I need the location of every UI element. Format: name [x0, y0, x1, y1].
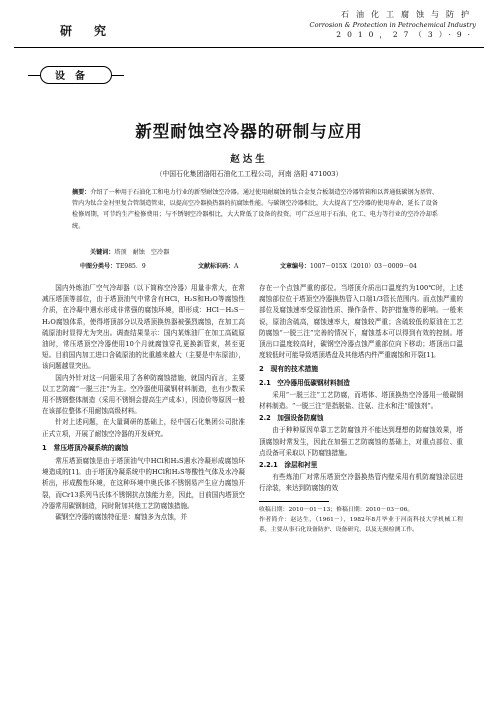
- section-heading-1: 1 常压塔顶冷凝系统的腐蚀: [42, 443, 129, 452]
- header-rule: [14, 47, 484, 48]
- paragraph: 国内外炼油厂空气冷却器（以下简称空冷器）用量非常大，在常减压塔顶等部位，由于塔顶油气中常含有HCl，H₂S和H₂O等腐蚀性介质，在冷凝中遇水形成非常强的腐蚀环境，即形成：HCl－H₂S－H₂O腐蚀体系，使得塔顶部分以及塔顶换热器被强烈腐蚀，在加工高硫原油时显得尤为突出。调查结果显示：国内某炼油厂在加工高硫原油时，常压塔顶空冷器使用10个月就腐蚀穿孔更换新管束，甚至更短。目前国内加工进口含硫原油的比重越来越大（主要是中东原油），该问题越显突出。: [42, 284, 245, 371]
- keywords-label: 关键词：: [90, 249, 115, 256]
- tag-label: 设备: [55, 71, 95, 82]
- section-heading-2: 2 现有的技术措施: [259, 365, 319, 374]
- paragraph: 存在一个点蚀严重的部位。当塔顶介质出口温度约为100℃时，上述腐蚀部位位于塔顶空冷器换热管入口端1/3管长范围内。而点蚀严重的部位及腐蚀速率受原油性质、操作条件、防护措施等的影响。一般来说，原油含硫高，腐蚀速率大，腐蚀较严重；含硫较低的原油在工艺防腐蚀“一脱三注”完善的情况下，腐蚀基本可以得到有效的控制。塔顶出口温度较高时，碳钢空冷器点蚀严重部位向下移动；塔顶出口温度较低时可能导致塔顶塔盘及其他塔内件严重腐蚀和开裂[1]。: [259, 284, 463, 360]
- paragraph: 国内外针对这一问题采用了各种防腐蚀措施，就国内而言，主要以工艺防腐“一脱三注”为主。空冷器使用碳钢材料制造，也有少数采用不锈钢整体制造（采用不锈钢会提高生产成本），因造价等原因一般在该部位整体不用耐蚀高级材料。: [42, 373, 245, 416]
- subsection-heading-2-2-1: 2.2.1 涂层和衬里: [259, 461, 318, 470]
- subsection-heading-2-2: 2.2 加强设备防腐蚀: [259, 414, 324, 423]
- paragraph: 常压塔顶腐蚀是由于塔顶油气中HCl和H₂S遇水冷凝形成腐蚀环境造成的[1]。由于塔顶冷凝系统中的HCl和H₂S等酸性气体及水冷凝析出，形成酸性环境，在这种环境中奥氏体不锈钢易产生应力腐蚀开裂，而Cr13系列马氏体不锈钢抗点蚀能力差，因此，目前国内塔顶空冷器常用碳钢制造，同时附加其他工艺防腐蚀措施。: [42, 457, 245, 510]
- abstract: [72, 187, 438, 232]
- paragraph: 有些炼油厂对常压塔顶空冷器换热管内壁采用有机防腐蚀涂层进行涂装，来达到防腐蚀的效: [259, 473, 463, 493]
- body-column-right: [259, 283, 463, 536]
- clc-code: TE985．9: [116, 263, 146, 270]
- tag-line-right: [112, 75, 124, 76]
- section-heading: 研究: [60, 24, 129, 38]
- article-number: 1007－015X（2010）03－0009－04: [310, 263, 417, 270]
- keywords-text: 塔顶 耐蚀 空冷器: [114, 249, 170, 256]
- keywords: [90, 247, 169, 256]
- journal-name-en: Corrosion & Protection in Petrochemical Industry: [309, 21, 476, 29]
- paragraph: 采用“一脱三注”工艺防腐，而塔体、塔顶换热空冷器用一般碳钢材料制造。“一脱三注”是指脱盐、注氨、注水和注“缓蚀剂”。: [259, 390, 463, 411]
- footnote-author-bio: 作者简介：赵达生，（1961－），1982年8月毕业于河南科技大学机械工程系，主要从事石化设备防护、设备研究，以及无损检测工作。: [259, 517, 463, 534]
- doc-code-label: 文献标识码：: [198, 263, 235, 270]
- author: 赵达生: [230, 154, 268, 165]
- paragraph: 碳钢空冷器的腐蚀特征是：腐蚀多为点蚀，并: [55, 513, 188, 522]
- article-title: 新型耐蚀空冷器的研制与应用: [135, 122, 363, 141]
- subsection-heading-2-1: 2.1 空冷器用低碳钢材料制造: [259, 378, 350, 387]
- paragraph: 由于种种原因单靠工艺防腐蚀并不能达到理想的防腐蚀效果，塔顶腐蚀时常发生，因此在加强工艺防腐蚀的基础上，对重点部位、重点设备可采取以下防腐蚀措施。: [259, 426, 463, 457]
- footnote-dates: 收稿日期：2010－01－13；修稿日期：2010－03－06。: [259, 506, 414, 513]
- article-number-label: 文章编号：: [280, 263, 311, 270]
- affiliation: （中国石化集团洛阳石油化工工程公司，河南 洛阳 471003）: [155, 170, 343, 178]
- doc-code: A: [234, 263, 239, 270]
- abstract-label: 摘要：: [72, 189, 91, 196]
- paragraph: 针对上述问题，在大量调研的基础上，经中国石化集团公司批准正式立项，开展了耐蚀空冷器的开发研究。: [42, 418, 245, 438]
- abstract-text: 介绍了一种用于石油化工和电力行业的新型耐蚀空冷器。通过使用耐腐蚀的钛合金复合板制造空冷器管箱和以普通低碳钢为基管、管内为钛合金衬里复合管制造管束，以提高空冷器换热器的抗腐蚀性能。与碳钢空冷器相比，大大提高了空冷器的使用寿命，延长了设备检修周期，可节约生产检修费用；与不锈钢空冷器相比，大大降低了设备的投资。可广泛应用于石油、化工、电力等行业的空冷冷却系统。: [72, 189, 439, 230]
- volume-line: 2010，27（3）·9·: [336, 30, 476, 39]
- journal-header: [310, 10, 476, 40]
- tag-line-left: [28, 75, 40, 76]
- clc-label: 中图分类号：: [80, 263, 117, 270]
- journal-name-cn: 石油化工腐蚀与防护: [341, 10, 476, 19]
- body-column-left: [42, 283, 245, 523]
- footnote-rule: [259, 501, 329, 502]
- section-tag: [28, 64, 124, 86]
